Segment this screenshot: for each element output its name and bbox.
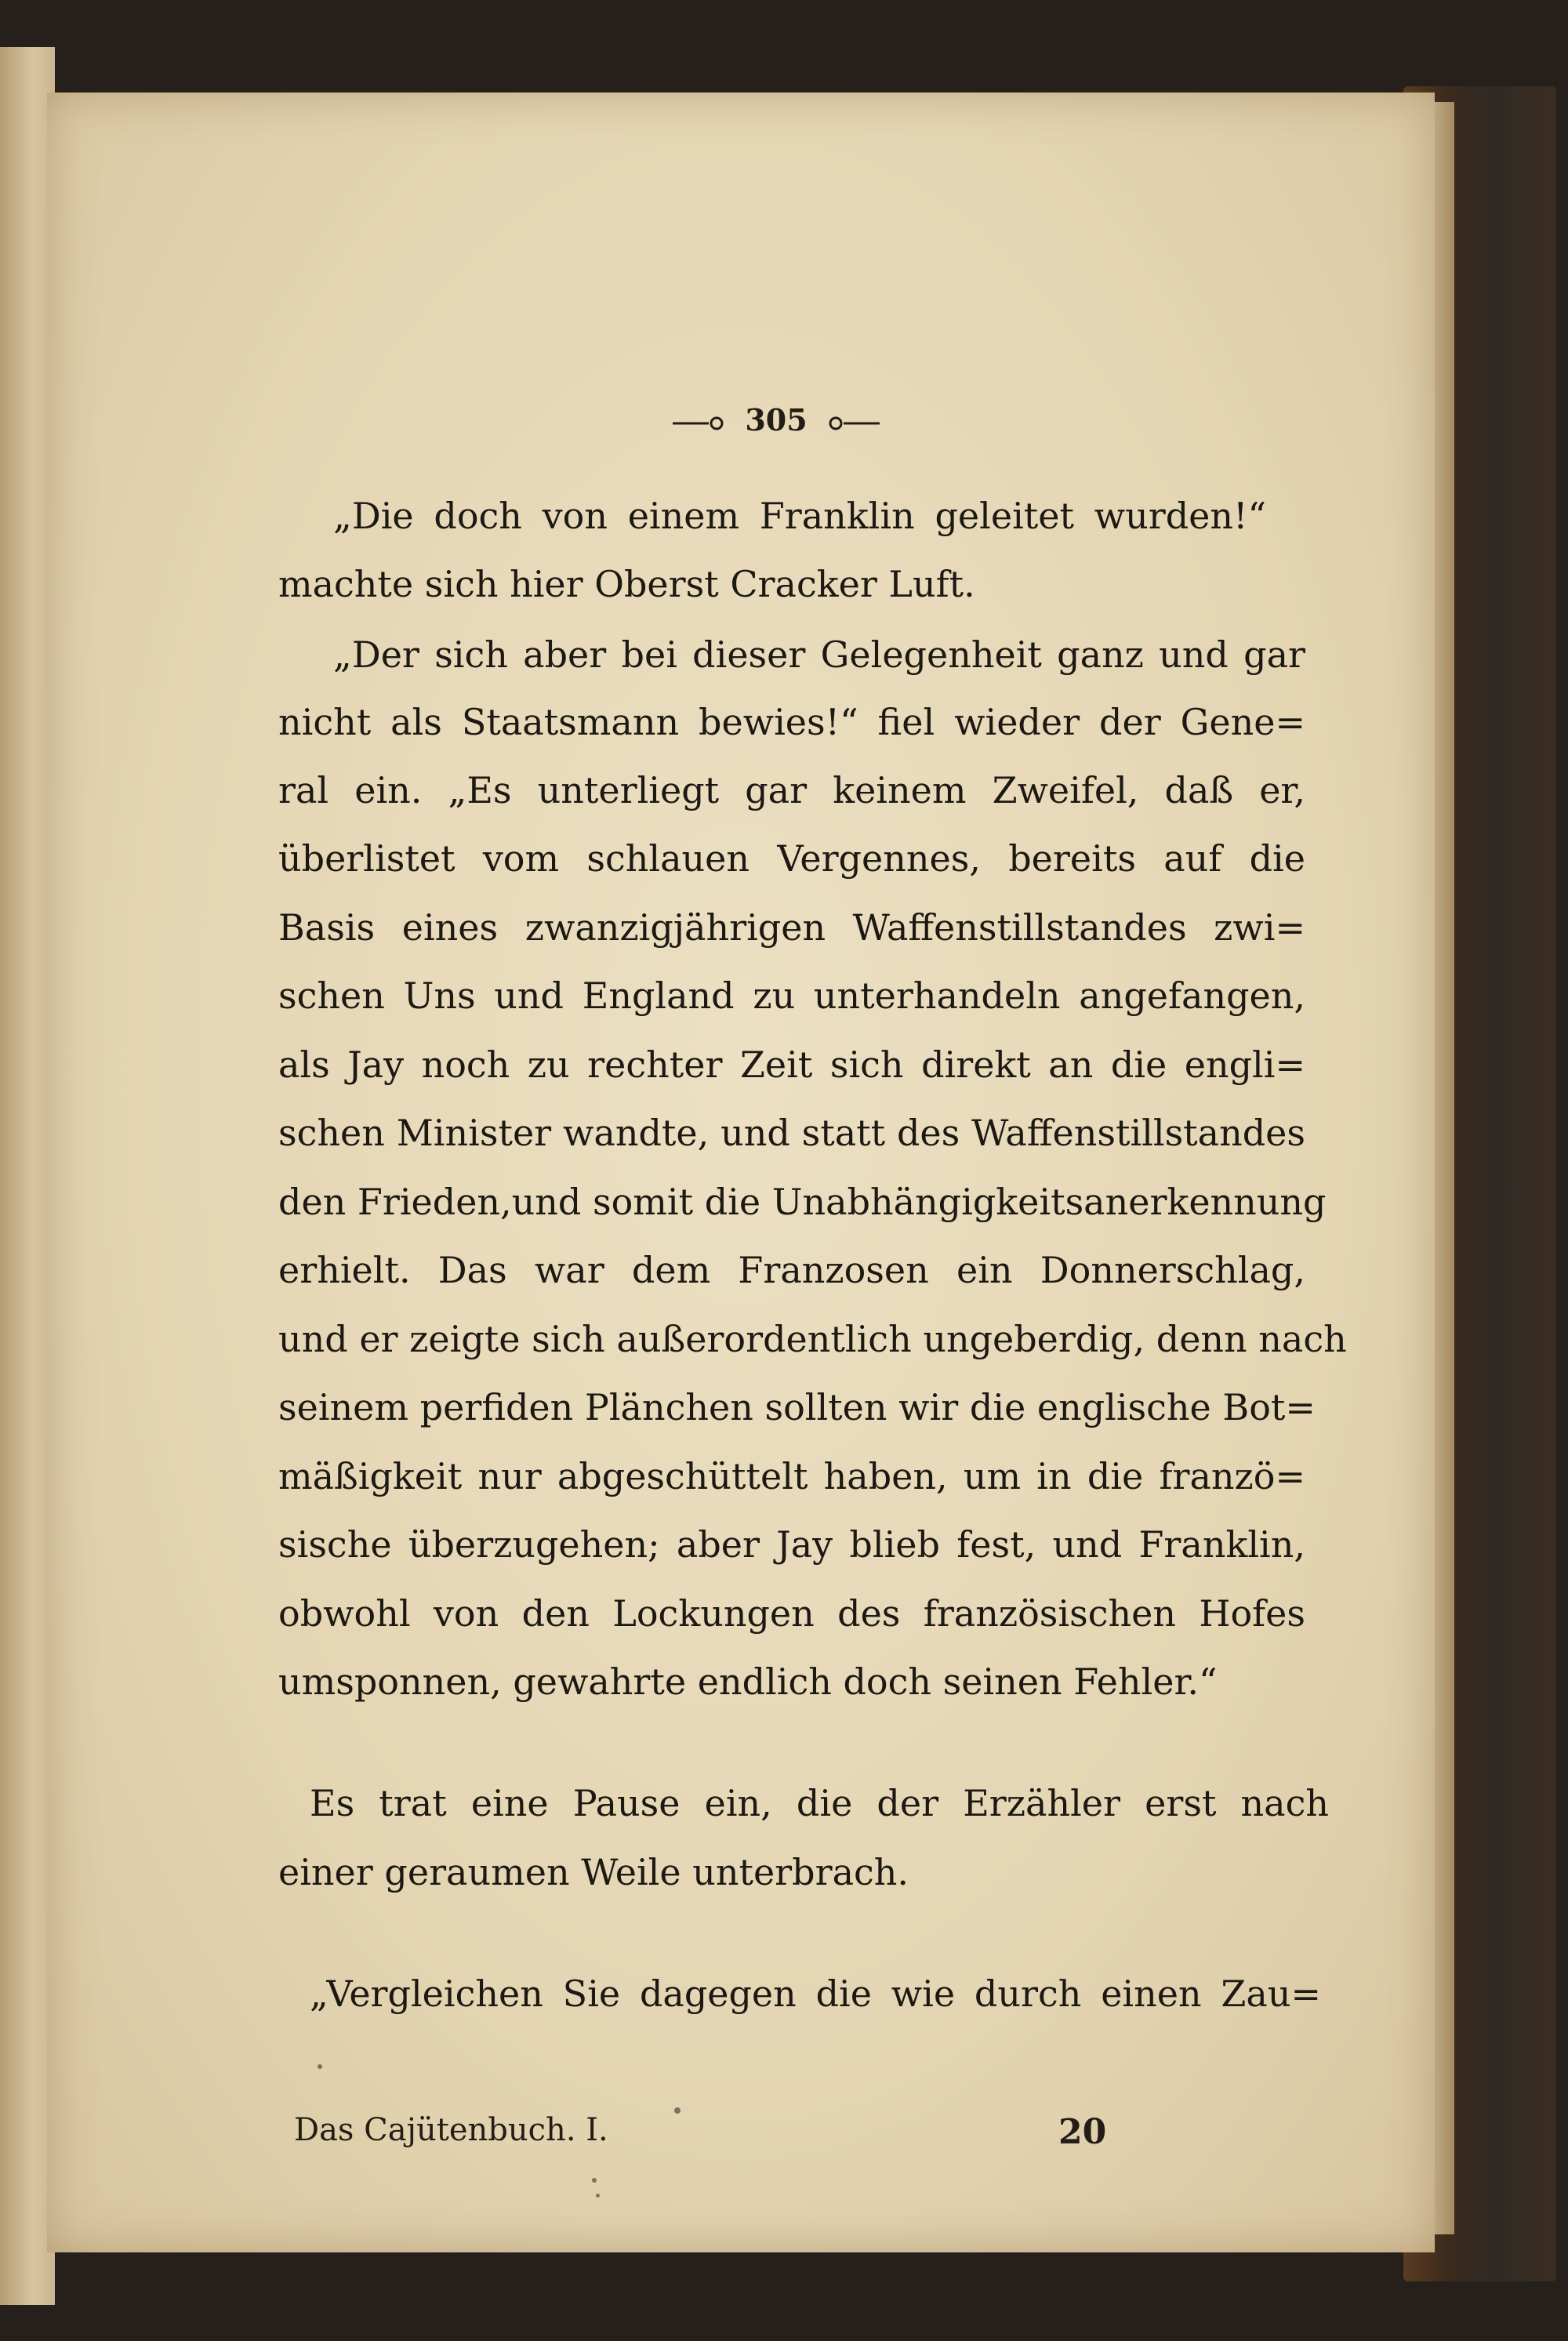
text-line: „Die doch von einem Franklin geleitet wurden!“	[333, 495, 1266, 537]
paper-speck	[318, 2064, 322, 2069]
paper-speck	[592, 2178, 597, 2183]
text-line: obwohl von den Lockungen des französischen Hofes	[278, 1592, 1305, 1635]
running-head	[659, 402, 894, 441]
signature-mark: Das Cajütenbuch. I.	[294, 2112, 608, 2148]
text-line: erhielt. Das war dem Franzosen ein Donnerschlag,	[278, 1249, 1305, 1291]
text-line: Es trat eine Pause ein, die der Erzähler erst nach	[310, 1782, 1329, 1824]
text-line: überlistet vom schlauen Vergennes, bereits auf die	[278, 837, 1305, 880]
ornament-right-icon	[826, 416, 881, 431]
text-line: als Jay noch zu rechter Zeit sich direkt an die engli=	[278, 1043, 1305, 1086]
text-line: einer geraumen Weile unterbrach.	[278, 1851, 909, 1893]
book-page	[47, 93, 1435, 2252]
text-line: schen Minister wandte, und statt des Waffenstillstandes	[278, 1112, 1305, 1154]
sheet-number: 20	[1058, 2112, 1107, 2152]
text-line: schen Uns und England zu unterhandeln angefangen,	[278, 975, 1305, 1017]
text-line: mäßigkeit nur abgeschüttelt haben, um in die franzö=	[278, 1455, 1305, 1497]
text-line: umsponnen, gewahrte endlich doch seinen Fehler.“	[278, 1660, 1218, 1703]
paper-speck	[596, 2194, 600, 2198]
text-line: sische überzugehen; aber Jay blieb fest, und Franklin,	[278, 1523, 1305, 1566]
text-line: ral ein. „Es unterliegt gar keinem Zweifel, daß er,	[278, 769, 1305, 811]
text-line: „Vergleichen Sie dagegen die wie durch einen Zau=	[310, 1973, 1321, 2015]
text-line: „Der sich aber bei dieser Gelegenheit ganz und gar	[333, 633, 1305, 676]
ornament-left-icon	[671, 416, 726, 431]
page-number: 305	[745, 402, 808, 437]
text-line: nicht als Staatsmann bewies!“ fiel wieder der Gene=	[278, 701, 1305, 743]
text-line: seinem perfiden Plänchen sollten wir die englische Bot=	[278, 1386, 1316, 1428]
text-line: machte sich hier Oberst Cracker Luft.	[278, 563, 975, 605]
text-line: Basis eines zwanzigjährigen Waffenstillstandes zwi=	[278, 906, 1305, 949]
paper-speck	[674, 2107, 681, 2114]
text-line: und er zeigte sich außerordentlich ungeberdig, denn nach	[278, 1318, 1347, 1360]
text-line: den Frieden,und somit die Unabhängigkeitsanerkennung	[278, 1181, 1327, 1223]
